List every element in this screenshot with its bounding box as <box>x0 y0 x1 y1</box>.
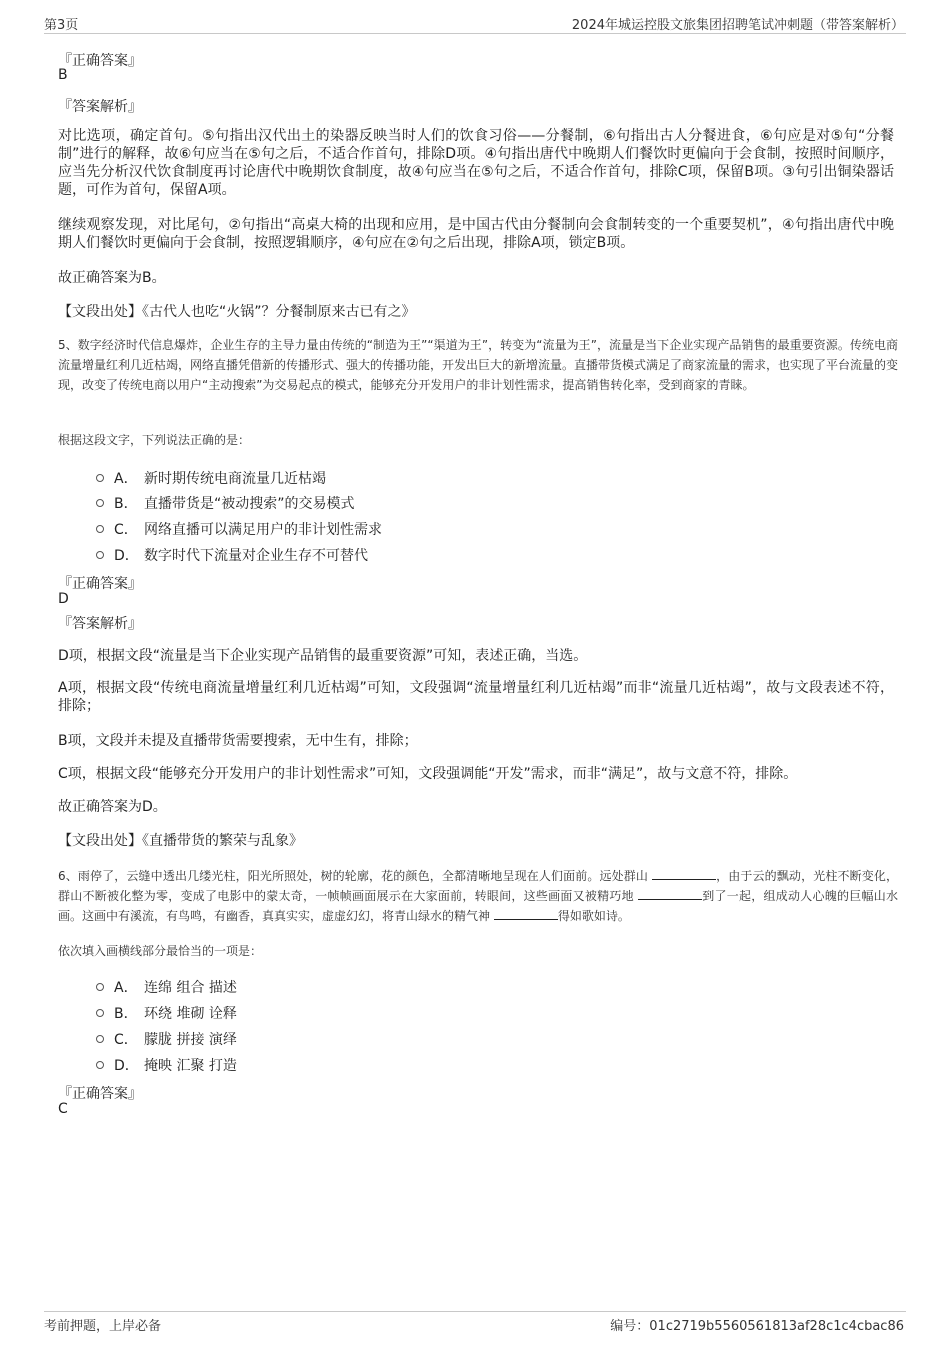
question-text-part: 得如歌如诗。 <box>557 909 630 923</box>
question-prompt: 根据这段文字，下列说法正确的是： <box>58 433 251 447</box>
fill-blank <box>652 867 716 880</box>
analysis-conclusion: 故正确答案为B。 <box>58 270 166 286</box>
correct-answer-value: B <box>58 67 68 83</box>
option-key: A． <box>114 980 138 996</box>
option-c[interactable] <box>96 1029 237 1049</box>
option-key: A． <box>114 471 138 487</box>
option-text: 数字时代下流量对企业生存不可替代 <box>144 548 368 564</box>
radio-icon[interactable] <box>96 525 104 533</box>
option-d[interactable] <box>96 545 368 565</box>
analysis-paragraph: C项，根据文段“能够充分开发用户的非计划性需求”可知，文段强调能“开发”需求，而非“满足”，故与文意不符，排除。 <box>58 766 798 782</box>
radio-icon[interactable] <box>96 1061 104 1069</box>
document-title: 2024年城运控股文旅集团招聘笔试冲刺题（带答案解析） <box>571 18 904 33</box>
option-key: B． <box>114 496 138 512</box>
analysis-label: 『答案解析』 <box>58 99 142 115</box>
radio-icon[interactable] <box>96 983 104 991</box>
analysis-conclusion: 故正确答案为D。 <box>58 799 167 815</box>
fill-blank <box>494 907 558 920</box>
option-key: B． <box>114 1006 138 1022</box>
correct-answer-label: 『正确答案』 <box>58 53 142 69</box>
correct-answer-label: 『正确答案』 <box>58 1086 142 1102</box>
question-text-part: 6、雨停了，云缝中透出几缕光柱，阳光所照处，树的轮廓，花的颜色，全都清晰地呈现在人们面前。远处群山 <box>58 869 649 883</box>
analysis-paragraph: A项，根据文段“传统电商流量增量红利几近枯竭”可知，文段强调“流量增量红利几近枯竭”而非“流量几近枯竭”，故与文段表述不符，排除； <box>58 680 894 714</box>
page-number: 第3页 <box>44 18 79 33</box>
option-key: D． <box>114 548 139 564</box>
option-key: C． <box>114 1032 138 1048</box>
question-prompt: 依次填入画横线部分最恰当的一项是： <box>58 944 263 958</box>
question-text <box>58 866 898 926</box>
option-b[interactable] <box>96 1003 237 1023</box>
option-a[interactable] <box>96 468 326 488</box>
analysis-paragraph: B项，文段并未提及直播带货需要搜索，无中生有，排除； <box>58 733 418 749</box>
option-b[interactable] <box>96 493 355 513</box>
source-citation: 【文段出处】《直播带货的繁荣与乱象》 <box>58 833 303 849</box>
correct-answer-value: D <box>58 591 69 607</box>
option-d[interactable] <box>96 1055 237 1075</box>
footer-slogan: 考前押题，上岸必备 <box>44 1319 162 1334</box>
option-a[interactable] <box>96 977 237 997</box>
radio-icon[interactable] <box>96 1009 104 1017</box>
option-key: D． <box>114 1058 139 1074</box>
option-text: 新时期传统电商流量几近枯竭 <box>144 471 326 487</box>
option-text: 直播带货是“被动搜索”的交易模式 <box>144 496 355 512</box>
radio-icon[interactable] <box>96 1035 104 1043</box>
header-divider <box>44 33 906 34</box>
question-text: 5、数字经济时代信息爆炸，企业生存的主导力量由传统的“制造为王”“渠道为王”，转变为“流量为王”，流量是当下企业实现产品销售的最重要资源。传统电商流量增量红利几近枯竭，网络直播凭借新的传播形式、强大的传播功能，开发出巨大的新增流量。直播带货模式满足了商家流量的需求，也实现了平台流量的变现，改变了传统电商以用户“主动搜索”为交易起点的模式，能够充分开发用户的非计划性需求，提高销售转化率，受到商家的青睐。 <box>58 338 899 392</box>
radio-icon[interactable] <box>96 474 104 482</box>
option-text: 网络直播可以满足用户的非计划性需求 <box>144 522 382 538</box>
source-citation: 【文段出处】《古代人也吃“火锅”？分餐制原来古已有之》 <box>58 304 416 320</box>
question-text-part: 到了一起，组成动人心魄的巨幅山水画。这画中有溪流，有鸟鸣，有幽香，真真实实，虚虚幻幻，将青山绿水的精气神 <box>58 889 898 923</box>
radio-icon[interactable] <box>96 551 104 559</box>
option-text: 环绕 堆砌 诠释 <box>144 1006 237 1022</box>
analysis-label: 『答案解析』 <box>58 616 142 632</box>
option-c[interactable] <box>96 519 382 539</box>
analysis-paragraph: D项，根据文段“流量是当下企业实现产品销售的最重要资源”可知，表述正确，当选。 <box>58 648 588 664</box>
fill-blank <box>638 887 702 900</box>
document-code: 编号：01c2719b5560561813af28c1c4cbac86 <box>610 1319 904 1334</box>
option-text: 连绵 组合 描述 <box>144 980 237 996</box>
correct-answer-value: C <box>58 1101 68 1117</box>
correct-answer-label: 『正确答案』 <box>58 576 142 592</box>
radio-icon[interactable] <box>96 499 104 507</box>
footer-divider <box>44 1311 906 1312</box>
option-text: 掩映 汇聚 打造 <box>144 1058 237 1074</box>
analysis-paragraph: 继续观察发现，对比尾句，②句指出“高桌大椅的出现和应用，是中国古代由分餐制向会食制转变的一个重要契机”，④句指出唐代中晚期人们餐饮时更偏向于会食制，按照逻辑顺序，④句应在②句之后出现，排除A项，锁定B项。 <box>58 217 894 251</box>
option-key: C． <box>114 522 138 538</box>
question-text-part: ，由于云的飘动，光柱不断变化，群山不断被化整为零，变成了电影中的蒙太奇，一帧帧画面展示在大家面前，转眼间，这些画面又被精巧地 <box>58 869 898 903</box>
analysis-paragraph: 对比选项，确定首句。⑤句指出汉代出土的染器反映当时人们的饮食习俗——分餐制，⑥句指出古人分餐进食，⑥句应是对⑤句“分餐制”进行的解释，故⑥句应当在⑤句之后，不适合作首句，排除D项。④句指出唐代中晚期人们餐饮时更偏向于会食制，按照时间顺序，应当先分析汉代饮食制度再讨论唐代中晚期饮食制度，故④句应当在⑤句之后，不适合作首句，排除C项，保留B项。③句引出铜染器话题，可作为首句，保留A项。 <box>58 128 894 198</box>
option-text: 朦胧 拼接 演绎 <box>144 1032 237 1048</box>
